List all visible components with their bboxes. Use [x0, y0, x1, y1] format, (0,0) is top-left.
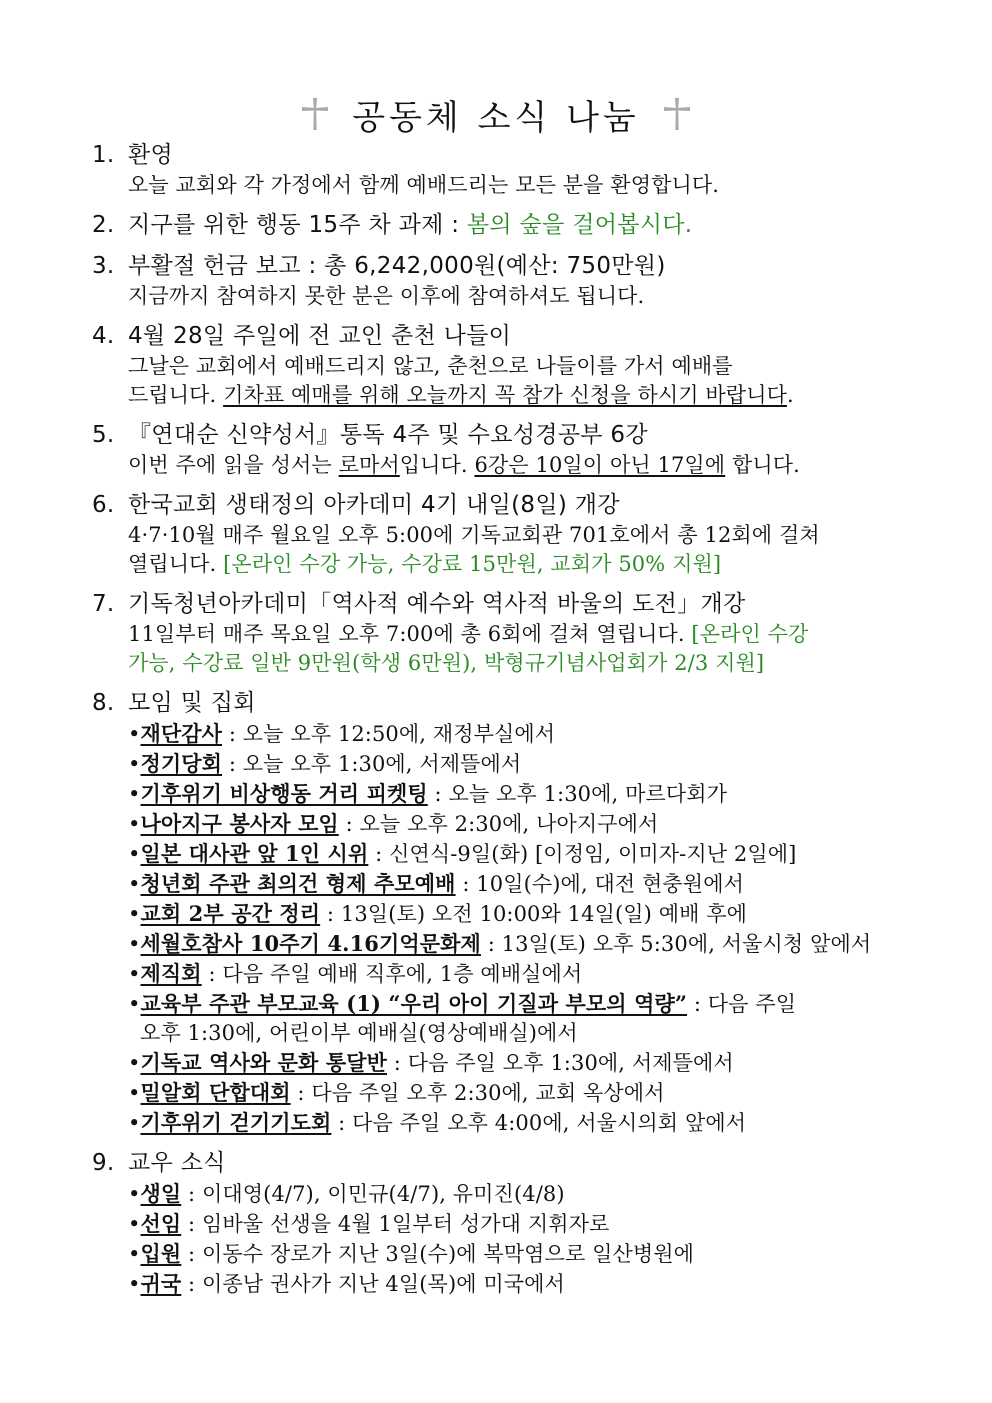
title-row	[0, 86, 992, 142]
section-heading: 4. 4월 28일 주일에 전 교인 춘천 나들이	[92, 323, 512, 349]
section-body: 그날은 교회에서 예배드리지 않고, 춘천으로 나들이를 가서 예배를 드립니다. 기차표 예매를 위해 오늘까지 꼭 참가 신청을 하시기 바랍니다.	[128, 354, 794, 407]
section-body: 오늘 교회와 각 가정에서 함께 예배드리는 모든 분을 환영합니다.	[128, 173, 720, 197]
section-heading: 3. 부활절 헌금 보고 : 총 6,242,000원(예산: 750만원)	[92, 253, 666, 279]
underlined-notice: 기차표 예매를 위해 오늘까지 꼭 참가 신청을 하시기 바랍니다	[223, 383, 787, 407]
section-heading: 1. 환영	[92, 142, 174, 168]
green-highlight: 봄의 숲을 걸어봅시다.	[466, 212, 693, 238]
list-item: •생일 : 이대영(4/7), 이민규(4/7), 유미진(4/8)	[128, 1181, 565, 1206]
section-member-news	[92, 1148, 904, 1299]
list-item: •정기당회 : 오늘 오후 1:30에, 서제뜰에서	[128, 751, 522, 776]
section-earth-action	[92, 210, 904, 241]
list-item: •제직회 : 다음 주일 예배 직후에, 1층 예배실에서	[128, 961, 583, 986]
section-easter-offering	[92, 251, 904, 311]
section-chuncheon-outing	[92, 321, 904, 410]
member-news-list	[92, 1179, 904, 1299]
list-item: •세월호참사 10주기 4.16기억문화제 : 13일(토) 오후 5:30에, 서울시청 앞에서	[128, 931, 872, 956]
section-heading: 8. 모임 및 집회	[92, 690, 256, 716]
section-heading: 2. 지구를 위한 행동 15주 차 과제 : 봄의 숲을 걸어봅시다.	[92, 212, 693, 238]
list-item: •교회 2부 공간 정리 : 13일(토) 오전 10:00와 14일(일) 예배 후에	[128, 901, 748, 926]
section-heading: 9. 교우 소식	[92, 1150, 226, 1176]
list-item: •귀국 : 이종남 권사가 지난 4일(목)에 미국에서	[128, 1271, 565, 1296]
list-item: •청년회 주관 최의건 형제 추모예배 : 10일(수)에, 대전 현충원에서	[128, 871, 744, 896]
list-item: •교육부 주관 부모교육 (1) “우리 아이 기질과 부모의 역량” : 다음 주일 오후 1:30에, 어린이부 예배실(영상예배실)에서	[128, 991, 797, 1045]
section-bible-reading	[92, 420, 904, 480]
list-item: •입원 : 이동수 장로가 지난 3일(수)에 복막염으로 일산병원에	[128, 1241, 695, 1266]
cross-left-icon	[300, 96, 330, 132]
section-body: 4·7·10월 매주 월요일 오후 5:00에 기독교회관 701호에서 총 12회에 걸쳐 열립니다. [온라인 수강 가능, 수강료 15만원, 교회가 50% 지원]	[128, 523, 820, 576]
list-item: •기후위기 비상행동 거리 피켓팅 : 오늘 오후 1:30에, 마르다회가	[128, 781, 727, 806]
section-body: 이번 주에 읽을 성서는 로마서입니다. 6강은 10일이 아닌 17일에 합니다.	[128, 453, 800, 477]
page-title: 공동체 소식 나눔	[352, 97, 640, 138]
section-body: 11일부터 매주 목요일 오후 7:00에 총 6회에 걸쳐 열립니다. [온라인 수강 가능, 수강료 일반 9만원(학생 6만원), 박형규기념사업회가 2/3 지원]	[128, 622, 809, 675]
list-item: •기후위기 걷기기도회 : 다음 주일 오후 4:00에, 서울시의회 앞에서	[128, 1110, 747, 1135]
list-item: •기독교 역사와 문화 통달반 : 다음 주일 오후 1:30에, 서제뜰에서	[128, 1050, 734, 1075]
section-heading: 7. 기독청년아카데미「역사적 예수와 역사적 바울의 도전」개강	[92, 591, 746, 617]
list-item: •나아지구 봉사자 모임 : 오늘 오후 2:30에, 나아지구에서	[128, 811, 659, 836]
list-item: •재단감사 : 오늘 오후 12:50에, 재정부실에서	[128, 721, 556, 746]
meeting-list	[92, 719, 904, 1138]
section-meetings	[92, 688, 904, 1138]
section-body: 지금까지 참여하지 못한 분은 이후에 참여하셔도 됩니다.	[128, 284, 645, 308]
cross-right-icon	[662, 96, 692, 132]
section-ecojustice-academy	[92, 490, 904, 579]
news-sections	[92, 140, 904, 1309]
section-heading: 5. 『연대순 신약성서』통독 4주 및 수요성경공부 6강	[92, 422, 648, 448]
list-item: •선임 : 임바울 선생을 4월 1일부터 성가대 지휘자로	[128, 1211, 610, 1236]
list-item: •밀알회 단합대회 : 다음 주일 오후 2:30에, 교회 옥상에서	[128, 1080, 665, 1105]
section-heading: 6. 한국교회 생태정의 아카데미 4기 내일(8일) 개강	[92, 492, 620, 518]
section-youth-academy	[92, 589, 904, 678]
section-welcome	[92, 140, 904, 200]
list-item: •일본 대사관 앞 1인 시위 : 신연식-9일(화) [이정임, 이미자-지난 2일에]	[128, 841, 797, 866]
